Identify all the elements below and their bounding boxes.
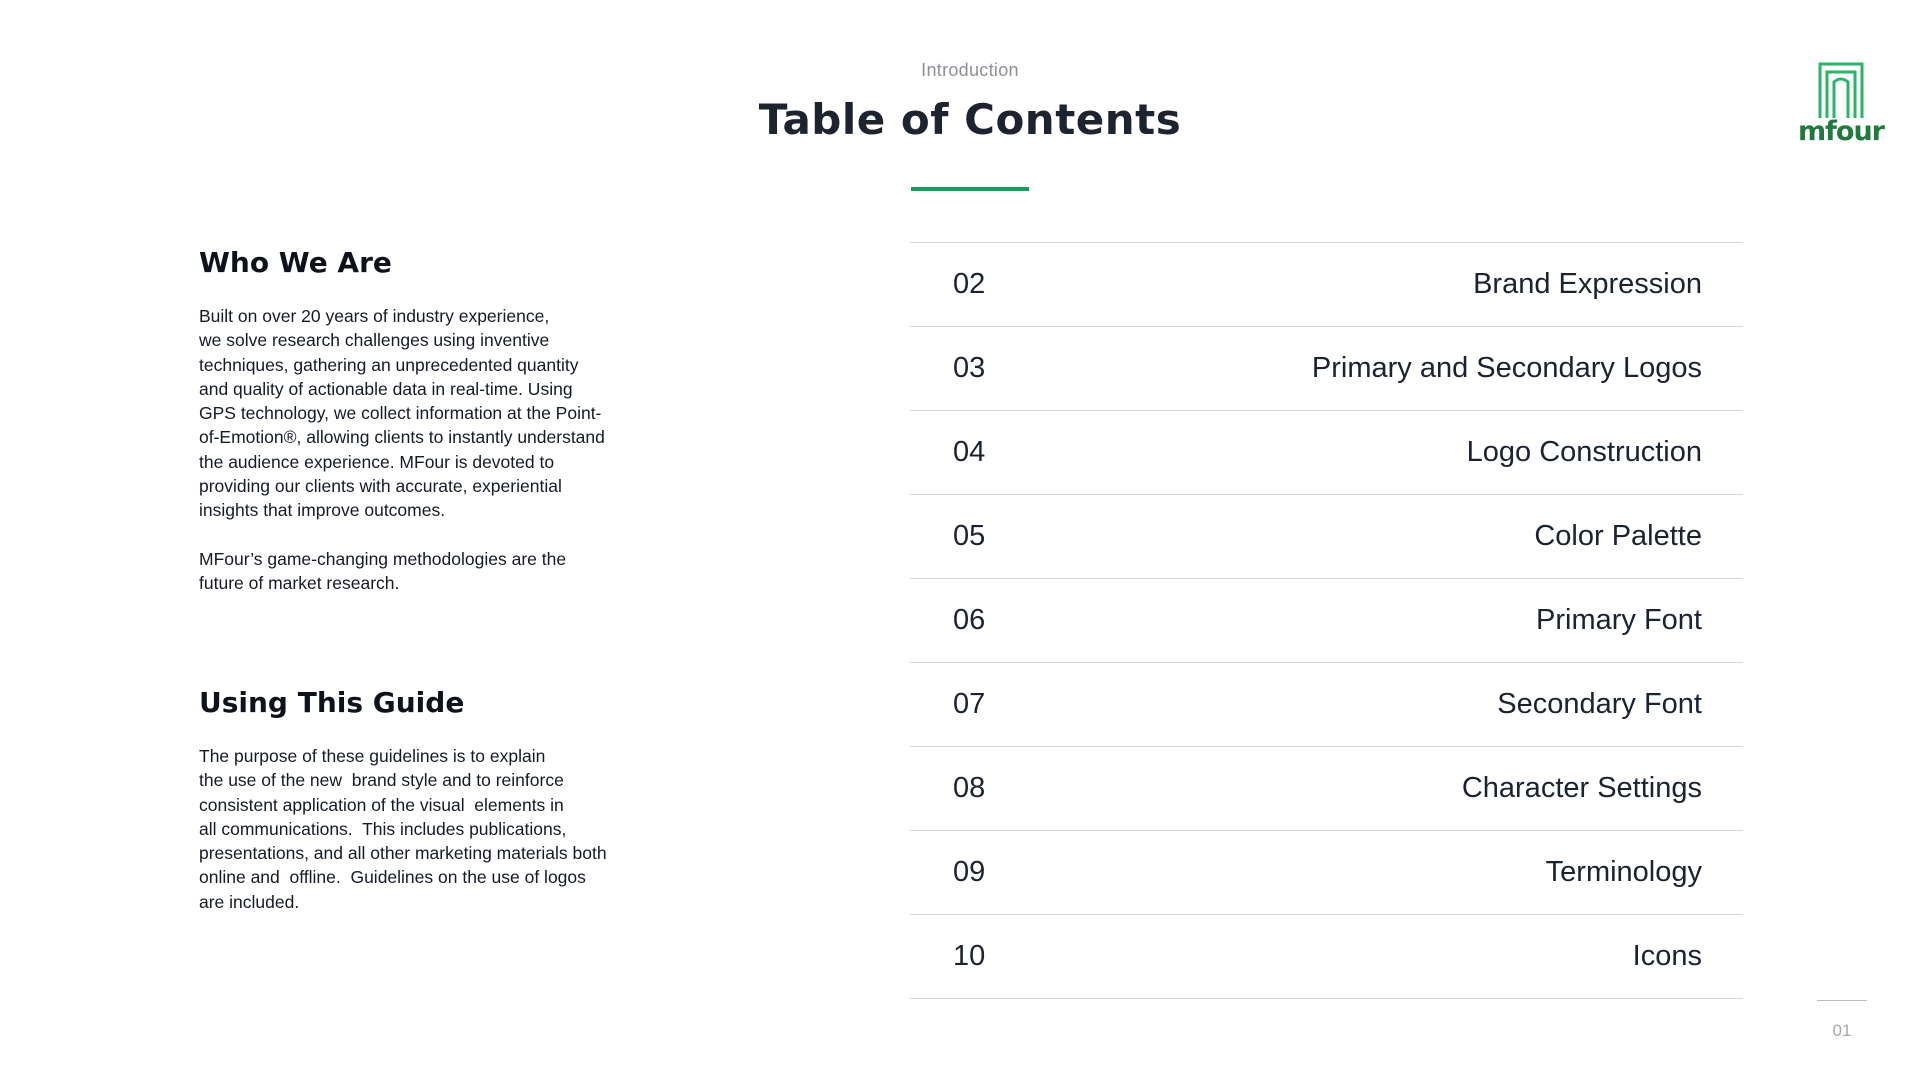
arch-gate-icon <box>1796 62 1886 118</box>
using-guide-paragraph <box>199 744 649 914</box>
toc-row[interactable] <box>910 495 1743 579</box>
paragraph-line: Built on over 20 years of industry experience, <box>199 306 550 326</box>
paragraph-line: are included. <box>199 891 300 912</box>
page-number: 01 <box>1832 1021 1852 1040</box>
paragraph-line: of-Emotion®, allowing clients to instantly understand <box>199 427 605 448</box>
paragraph-line: The purpose of these guidelines is to explain <box>199 746 546 766</box>
toc-entry-title: Terminology <box>1545 856 1702 888</box>
toc-page-number: 07 <box>953 688 986 720</box>
table-of-contents <box>910 242 1743 999</box>
paragraph-line: GPS technology, we collect information at the Point- <box>199 403 602 424</box>
paragraph-line: the use of the new brand style and to reinforce <box>199 770 564 791</box>
toc-entry-title: Primary and Secondary Logos <box>1311 352 1702 384</box>
paragraph-line: techniques, gathering an unprecedented quantity <box>199 354 579 375</box>
paragraph-line: the audience experience. MFour is devoted to <box>199 451 555 472</box>
who-we-are-section <box>199 246 649 595</box>
brand-logo <box>1796 62 1886 150</box>
using-guide-heading: Using This Guide <box>199 686 465 719</box>
logo-wordmark: mfour <box>1798 116 1884 147</box>
using-guide-section <box>199 686 649 914</box>
who-we-are-paragraph-2 <box>199 547 649 596</box>
page-number-rule <box>1817 1000 1867 1001</box>
paragraph-line: insights that improve outcomes. <box>199 500 446 521</box>
toc-row[interactable] <box>910 831 1743 915</box>
toc-page-number: 03 <box>953 352 986 384</box>
paragraph-line: online and offline. Guidelines on the use of logos <box>199 867 586 888</box>
toc-page-number: 10 <box>953 940 986 972</box>
toc-row[interactable] <box>910 915 1743 999</box>
toc-entry-title: Primary Font <box>1536 604 1702 636</box>
paragraph-line: MFour’s game-changing methodologies are the <box>199 548 567 569</box>
paragraph-line: future of market research. <box>199 572 400 593</box>
paragraph-line: we solve research challenges using inventive <box>199 330 550 351</box>
toc-row[interactable] <box>910 663 1743 747</box>
toc-page-number: 08 <box>953 772 986 804</box>
toc-entry-title: Logo Construction <box>1466 436 1702 468</box>
toc-entry-title: Secondary Font <box>1497 688 1702 720</box>
who-we-are-heading: Who We Are <box>199 246 392 279</box>
paragraph-line: presentations, and all other marketing materials both <box>199 843 607 864</box>
toc-page-number: 06 <box>953 604 986 636</box>
toc-row[interactable] <box>910 327 1743 411</box>
toc-row[interactable] <box>910 411 1743 495</box>
paragraph-line: and quality of actionable data in real-time. Using <box>199 378 573 399</box>
title-underline <box>911 187 1029 191</box>
toc-row[interactable] <box>910 747 1743 831</box>
paragraph-line: all communications. This includes publications, <box>199 818 567 839</box>
toc-row[interactable] <box>910 579 1743 663</box>
paragraph-line: consistent application of the visual elements in <box>199 794 564 815</box>
toc-entry-title: Character Settings <box>1461 772 1702 804</box>
toc-entry-title: Brand Expression <box>1473 268 1702 300</box>
toc-page-number: 04 <box>953 436 986 468</box>
toc-page-number: 05 <box>953 520 986 552</box>
paragraph-line: providing our clients with accurate, experiential <box>199 476 562 497</box>
section-label: Introduction <box>921 60 1019 80</box>
toc-entry-title: Icons <box>1632 940 1702 972</box>
who-we-are-paragraph <box>199 304 649 523</box>
page-title: Table of Contents <box>758 95 1182 144</box>
toc-page-number: 09 <box>953 856 986 888</box>
toc-entry-title: Color Palette <box>1534 520 1702 552</box>
toc-page-number: 02 <box>953 268 986 300</box>
toc-row[interactable] <box>910 243 1743 327</box>
